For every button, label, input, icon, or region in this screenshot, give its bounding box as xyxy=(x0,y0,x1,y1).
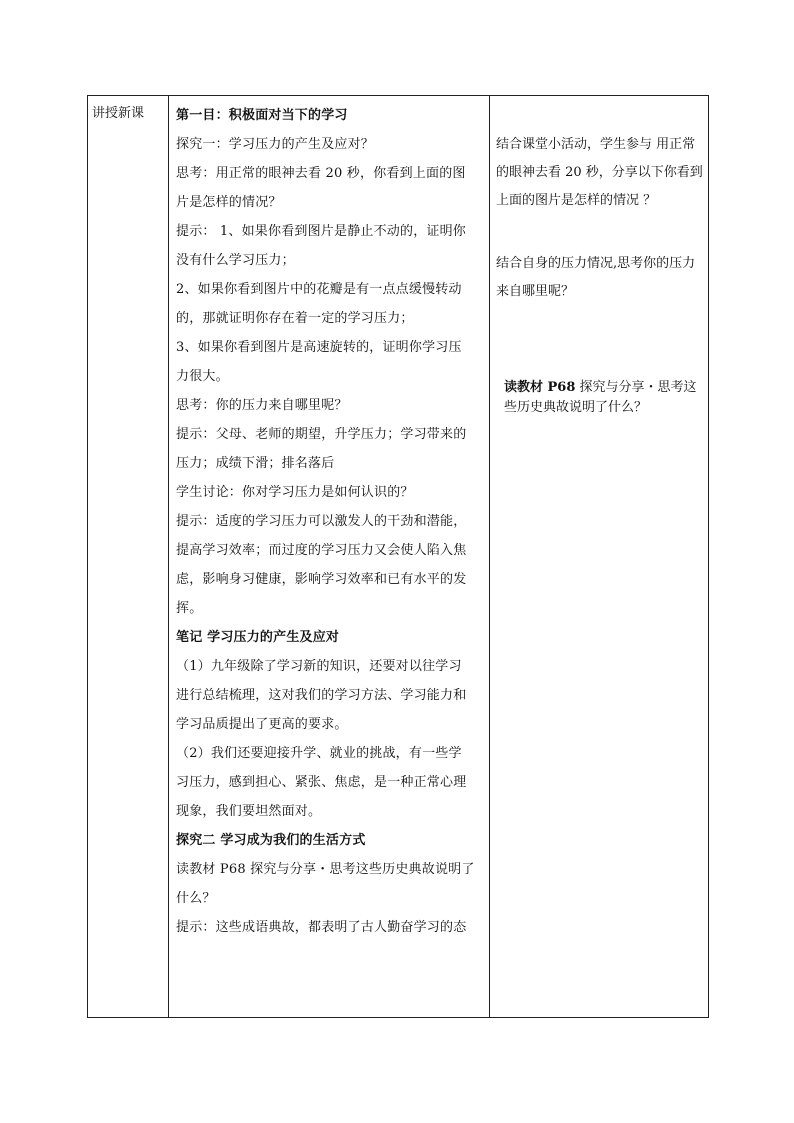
activity-read-textbook-text: 探究与分享・思考这些历史典故说明了什么？ xyxy=(504,380,697,415)
lesson-plan-table xyxy=(87,95,709,1018)
teaching-content-cell xyxy=(169,96,490,1018)
content-line: 片是怎样的情况？ xyxy=(176,195,282,210)
activity-read-textbook xyxy=(496,378,704,418)
content-line: 2、如果你看到图片中的花瓣是有一点点缓慢转动 xyxy=(176,282,462,297)
content-line: 提示：适度的学习压力可以激发人的干劲和潜能， xyxy=(176,514,467,529)
content-line: 提示： 1、如果你看到图片是静止不动的，证明你 xyxy=(176,224,467,239)
activity-observe: 结合课堂小活动，学生参与 用正常的眼神去看 20 秒，分享以下你看到上面的图片是怎样的情况 ？ xyxy=(496,137,703,208)
content-line: 压力；成绩下滑；排名落后 xyxy=(176,456,335,471)
content-line: 没有什么学习压力； xyxy=(176,253,295,268)
content-line: 学生讨论：你对学习压力是如何认识的？ xyxy=(176,485,414,500)
row-header-label: 讲授新课 xyxy=(92,106,145,121)
content-line: 第一目：积极面对当下的学习 xyxy=(176,108,348,123)
activity-reflect: 结合自身的压力情况,思考你的压力来自哪里呢？ xyxy=(496,256,696,299)
content-line: 提高学习效率；而过度的学习压力又会使人陷入焦 xyxy=(176,543,467,558)
content-line: 思考：用正常的眼神去看 20 秒，你看到上面的图 xyxy=(176,166,466,181)
content-line: 思考：你的压力来自哪里呢？ xyxy=(176,398,348,413)
teaching-content xyxy=(169,96,489,942)
content-line: 探究二 学习成为我们的生活方式 xyxy=(176,833,366,848)
content-line: 挥。 xyxy=(176,601,203,616)
content-line: 进行总结梳理，这对我们的学习方法、学习能力和 xyxy=(176,688,467,703)
content-line: 探究一：学习压力的产生及应对？ xyxy=(176,137,375,152)
content-line: 现象，我们要坦然面对。 xyxy=(176,804,322,819)
student-activities xyxy=(490,131,708,418)
content-line: （1）九年级除了学习新的知识，还要对以往学习 xyxy=(176,659,462,674)
content-line: 读教材 P68 探究与分享・思考这些历史典故说明了 xyxy=(176,862,475,877)
content-line: 什么？ xyxy=(176,891,216,906)
textbook-reference: 读教材 P68 xyxy=(504,380,576,395)
row-header-cell xyxy=(88,96,169,1018)
content-line: 的，那就证明你存在着一定的学习压力； xyxy=(176,311,414,326)
content-line: 习压力，感到担心、紧张、焦虑，是一种正常心理 xyxy=(176,775,467,790)
table-row xyxy=(88,96,709,1018)
content-line: 笔记 学习压力的产生及应对 xyxy=(176,630,340,645)
content-line: 力很大。 xyxy=(176,369,229,384)
content-line: 学习品质提出了更高的要求。 xyxy=(176,717,348,732)
student-activity-cell xyxy=(490,96,709,1018)
content-line: （2）我们还要迎接升学、就业的挑战，有一些学 xyxy=(176,746,462,761)
content-line: 3、如果你看到图片是高速旋转的，证明你学习压 xyxy=(176,340,462,355)
content-line: 提示：这些成语典故，都表明了古人勤奋学习的态 xyxy=(176,920,467,935)
content-line: 虑，影响身习健康，影响学习效率和已有水平的发 xyxy=(176,572,467,587)
content-line: 提示：父母、老师的期望，升学压力；学习带来的 xyxy=(176,427,467,442)
